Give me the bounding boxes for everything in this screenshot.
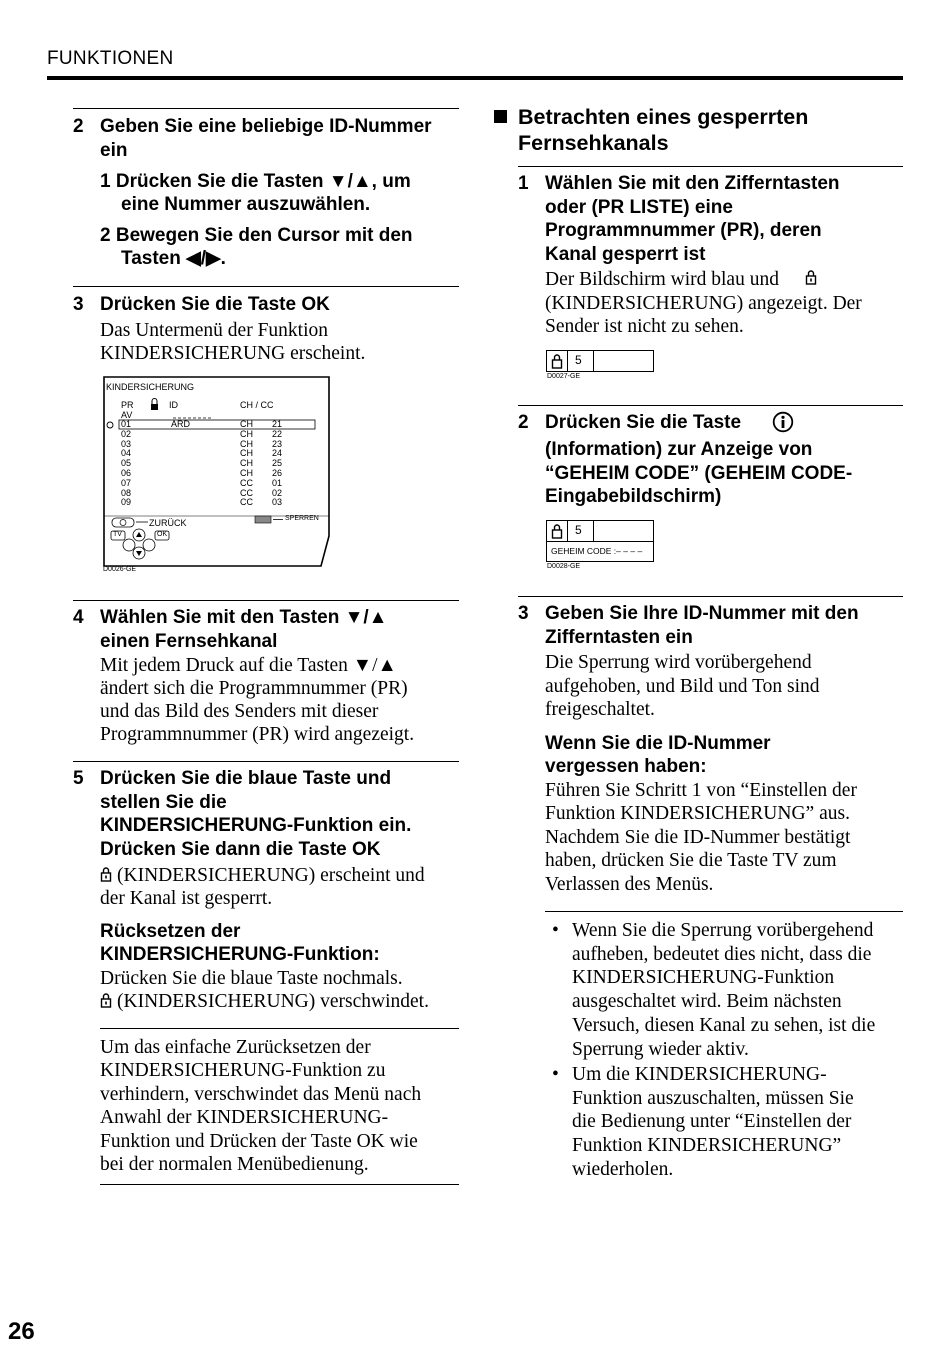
divider <box>518 405 903 406</box>
menu-cell-num: 25 <box>272 458 283 469</box>
status-pr-number: 5 <box>575 353 582 367</box>
divider <box>73 600 459 601</box>
lock-icon <box>100 866 112 882</box>
menu-cell-pr: 04 <box>121 448 132 459</box>
step-5-body: der Kanal ist gesperrt. <box>100 888 273 909</box>
menu-cell-ch: CH <box>240 438 253 449</box>
step-4-body: Programmnummer (PR) wird angezeigt. <box>100 724 415 745</box>
menu-av: AV <box>121 410 133 420</box>
step-5-heading: 5 Drücken Sie die blaue Taste und stellen Sie die KINDERSICHERUNG-Funktion ein. Drücken Sie dann die Taste OK <box>73 768 412 860</box>
menu-cell-pr: 01 <box>121 419 132 429</box>
header-rule <box>47 76 903 80</box>
menu-cell-ch: CH <box>240 428 253 439</box>
menu-cell-pr: 03 <box>121 438 132 449</box>
figure-code: D0028-GE <box>547 563 581 570</box>
step-4-heading: 4 Wählen Sie mit den Tasten ▼/▲ einen Fernsehkanal <box>73 607 388 652</box>
step-number: 2 <box>73 116 84 137</box>
menu-cell-ch: CH <box>240 458 253 469</box>
right-step-1-body: (KINDERSICHERUNG) angezeigt. Der <box>545 293 862 314</box>
forgot-id-body: haben, drücken Sie die Taste TV zum <box>545 850 837 871</box>
forgot-id-body: Funktion KINDERSICHERUNG” aus. <box>545 803 850 824</box>
step-4-body: und das Bild des Senders mit dieser <box>100 701 379 722</box>
right-step-3-body: freigeschaltet. <box>545 699 655 720</box>
divider <box>100 1184 459 1185</box>
status-divider <box>567 541 653 542</box>
menu-cell-pr: 02 <box>121 428 132 439</box>
status-lock-cell <box>547 351 568 371</box>
note-bullet: • Wenn Sie die Sperrung vorübergehend aufheben, bedeutet dies nicht, dass die KINDERSICHERUNG-Funktion ausgeschaltet wird. Beim nächsten Versuch, diesen Kanal zu sehen, ist die Sperrung wieder aktiv. <box>552 920 876 1060</box>
lock-icon <box>551 523 563 539</box>
menu-cell-pr: 08 <box>121 487 132 498</box>
step-4-body: Mit jedem Druck auf die Tasten ▼/▲ <box>100 655 397 676</box>
figure-code: D0027-GE <box>547 373 581 380</box>
menu-cell-ch: CH <box>240 468 253 478</box>
menu-col-pr: PR <box>121 400 134 410</box>
menu-cell-ch: CC <box>240 487 253 498</box>
menu-cell-pr: 06 <box>121 468 132 478</box>
reset-title: Rücksetzen der <box>100 921 241 942</box>
menu-col-chcc: CH / CC <box>240 400 274 410</box>
section-header: FUNKTIONEN <box>47 48 174 69</box>
menu-screen-frame <box>103 376 333 578</box>
menu-cell-num: 24 <box>272 448 283 459</box>
note-line: bei der normalen Menübedienung. <box>100 1154 369 1175</box>
menu-cell-ch: CH <box>240 419 253 429</box>
menu-col-id: ID <box>169 400 178 410</box>
divider <box>73 761 459 762</box>
section-square-bullet <box>494 110 507 123</box>
note-line: Anwahl der KINDERSICHERUNG- <box>100 1107 389 1128</box>
menu-title: KINDERSICHERUNG <box>106 382 195 392</box>
note-line: Funktion und Drücken der Taste OK wie <box>100 1131 418 1152</box>
forgot-id-body: Verlassen des Menüs. <box>545 874 714 895</box>
step-2-heading: 2 Geben Sie eine beliebige ID-Nummer ein <box>73 116 432 161</box>
substep-2: 2 Bewegen Sie den Cursor mit den <box>100 225 413 246</box>
menu-cell-num: 22 <box>272 428 283 439</box>
section-title: Fernsehkanals <box>518 131 669 155</box>
divider <box>100 1028 459 1029</box>
status-pr-number: 5 <box>575 523 582 537</box>
menu-cell-pr: 07 <box>121 477 132 488</box>
right-step-3-body: aufgehoben, und Bild und Ton sind <box>545 676 820 697</box>
figure-code: D0026-GE <box>103 566 137 573</box>
status-divider <box>593 521 594 541</box>
right-step-3-body: Die Sperrung wird vorübergehend <box>545 652 812 673</box>
menu-cell-num: 23 <box>272 438 283 449</box>
substep-1-cont: eine Nummer auszuwählen. <box>121 194 371 215</box>
lock-icon <box>551 353 563 369</box>
note-line: Um das einfache Zurücksetzen der <box>100 1037 371 1058</box>
divider <box>518 596 903 597</box>
step-5-body: (KINDERSICHERUNG) erscheint und <box>117 865 425 886</box>
right-step-3-heading: 3 Geben Sie Ihre ID-Nummer mit den Zifferntasten ein <box>518 603 859 648</box>
substep-2-cont: Tasten ◀/▶. <box>121 248 226 269</box>
reset-title: KINDERSICHERUNG-Funktion: <box>100 944 380 965</box>
right-step-2-heading: 2 Drücken Sie die Taste (Information) zur Anzeige von “GEHEIM CODE” (GEHEIM CODE- Eingabebildschirm) <box>518 412 853 507</box>
forgot-id-title: Wenn Sie die ID-Nummer <box>545 733 771 754</box>
menu-tv-label: TV <box>113 531 122 538</box>
note-line: KINDERSICHERUNG-Funktion zu <box>100 1060 386 1081</box>
forgot-id-body: Führen Sie Schritt 1 von “Einstellen der <box>545 780 857 801</box>
reset-body: (KINDERSICHERUNG) verschwindet. <box>117 991 429 1012</box>
status-divider <box>593 351 594 371</box>
page-number: 26 <box>8 1318 35 1345</box>
step-4-body: ändert sich die Programmnummer (PR) <box>100 678 408 699</box>
section-title: Betrachten eines gesperrten <box>518 105 809 129</box>
reset-body: Drücken Sie die blaue Taste nochmals. <box>100 968 403 989</box>
step-3-body: KINDERSICHERUNG erscheint. <box>100 343 366 364</box>
lock-icon <box>805 269 817 285</box>
kindersicherung-menu-illustration <box>103 376 333 583</box>
substep-1: 1 Drücken Sie die Tasten ▼/▲, um <box>100 171 411 192</box>
status-lock-cell <box>547 521 568 542</box>
locked-channel-status-box <box>546 350 654 372</box>
menu-ok-label: OK <box>157 531 168 538</box>
forgot-id-body: Nachdem Sie die ID-Nummer bestätigt <box>545 827 851 848</box>
menu-cell-pr: 09 <box>121 497 132 508</box>
divider <box>518 166 903 167</box>
menu-cell-num: 26 <box>272 468 283 478</box>
right-step-1-body: Sender ist nicht zu sehen. <box>545 316 744 337</box>
right-step-1-heading: 1 Wählen Sie mit den Zifferntasten oder (PR LISTE) eine Programmnummer (PR), deren Kanal gesperrt ist <box>518 173 840 265</box>
secret-code-field: GEHEIM CODE :– – – – <box>551 546 643 556</box>
menu-cell-ch: CC <box>240 497 253 508</box>
menu-cell-num: 21 <box>272 419 283 429</box>
divider <box>545 911 903 912</box>
menu-cell-num: 03 <box>272 497 283 508</box>
menu-back-label: ZURÜCK <box>149 518 187 528</box>
forgot-id-title: vergessen haben: <box>545 756 707 777</box>
divider <box>73 108 459 109</box>
note-bullet: • Um die KINDERSICHERUNG- Funktion auszuschalten, müssen Sie die Bedienung unter “Einstellen der Funktion KINDERSICHERUNG” wiederholen. <box>552 1064 854 1180</box>
menu-cell-num: 02 <box>272 487 283 498</box>
secret-code-status-box <box>546 520 654 562</box>
info-icon <box>772 411 794 433</box>
menu-cell-num: 01 <box>272 477 283 488</box>
step-3-heading: 3 Drücken Sie die Taste OK <box>73 294 330 315</box>
menu-cell-ch: CH <box>240 448 253 459</box>
menu-cell-id: ARD <box>171 419 191 429</box>
right-step-1-body: Der Bildschirm wird blau und <box>545 269 779 290</box>
divider <box>73 286 459 287</box>
menu-cell-pr: 05 <box>121 458 132 469</box>
menu-lock-label: SPERREN <box>285 515 319 522</box>
lock-icon <box>100 992 112 1008</box>
note-line: verhindern, verschwindet das Menü nach <box>100 1084 422 1105</box>
step-3-body: Das Untermenü der Funktion <box>100 320 329 341</box>
menu-cell-ch: CC <box>240 477 253 488</box>
